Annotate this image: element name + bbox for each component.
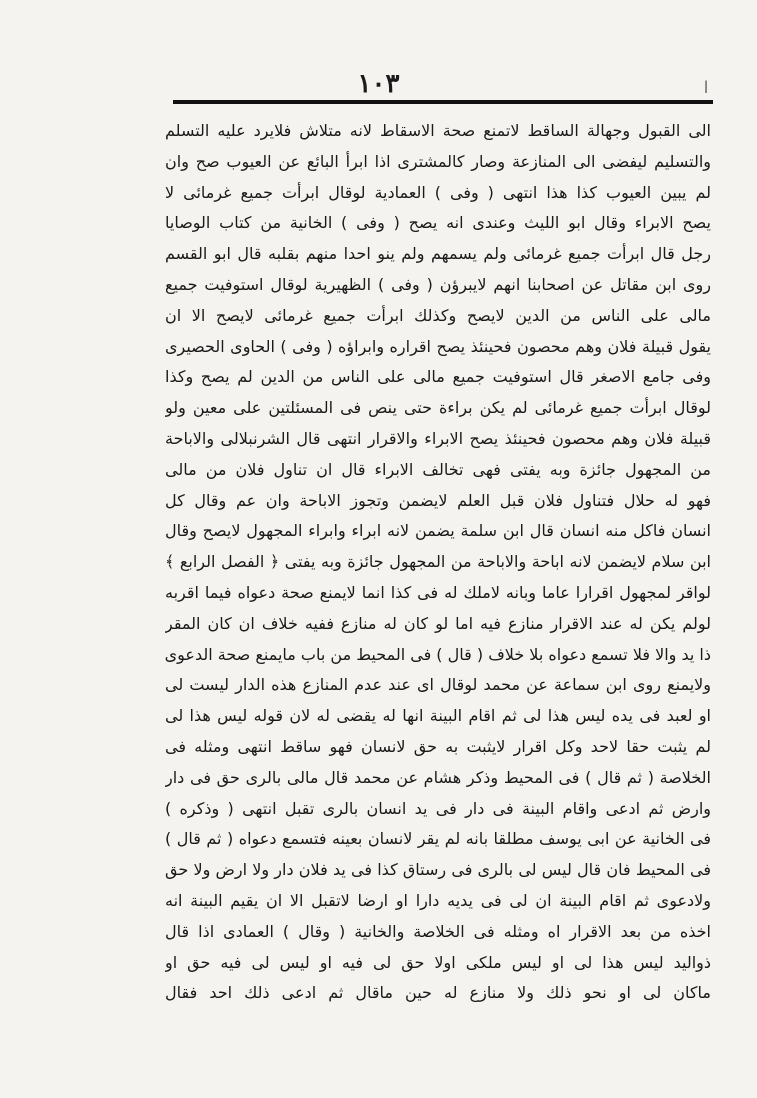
text-line: لم يثبت حقا لاحد وكل اقرار لايثبت به حق لانسان فهو ساقط انتهى ومثله فى — [165, 736, 711, 756]
text-line: ذواليد ليس هذا لى او ليس ملكى اولا حق لى فيه او ليس لى فيه حق او — [165, 952, 711, 972]
text-line: مالى على الناس من الدين لايصح وكذلك ابرأت جميع غرمائى لايصح الا ان — [165, 305, 711, 325]
header-rule — [173, 100, 713, 104]
text-line: فهو له حلال فتناول فلان قبل العلم لايضمن وتجوز الاباحة وان عم وقال كل — [165, 490, 711, 510]
text-line: الخلاصة ( ثم قال ) فى المحيط وذكر هشام عن محمد قال مالى بالرى حق فى دار — [165, 767, 711, 787]
text-line: اخذه من بعد الاقرار اه ومثله فى الخلاصة والخانية ( وقال ) العمادى اذا قال — [165, 921, 711, 941]
text-line: ولايمنع روى ابن سماعة عن محمد لوقال اى عند عدم المنازع هذه الدار ليست لى — [165, 675, 711, 695]
text-line: وفى جامع الاصغر قال استوفيت جميع مالى على الناس من الدين لم يصح وكذا — [165, 367, 711, 387]
text-line: ولادعوى ثم اقام البينة ان لى فى يديه دارا او ارضا لاتقبل الا ان يقيم البينة انه — [165, 890, 711, 910]
text-line: يصح الابراء وقال ابو الليث وعندى انه يصح ( وفى ) الخانية من كتاب الوصايا — [165, 213, 711, 233]
section-heading-line: ابن سلام لايضمن لانه اباحة والاباحة من المجهول جائزة وبه يفتى ﴿ الفصل الرابع ﴾ — [165, 552, 711, 572]
page-number: ١٠٣ — [357, 69, 400, 99]
text-line: من المجهول جائزة وبه يفتى فهى تخالف الابراء قال ان تناول فلان من مالى — [165, 459, 711, 479]
text-line: ماكان لى او نحو ذلك ولا منازع له حين ماقال ثم ادعى ذلك احد فقال — [165, 983, 711, 1003]
text-line: فى المحيط فان قال ليس لى بالرى فى رستاق كذا فى يد فلان دار ولا ارض ولا حق — [165, 860, 711, 880]
text-line: فى الخانية عن ابى يوسف مطلقا بانه لم يقر لانسان بعينه فتسمع دعواه ( ثم قال ) — [165, 829, 711, 849]
text-line: لم يبين العيوب كذا هذا انتهى ( وفى ) العمادية لوقال ابرأت جميع غرمائى لا — [165, 182, 711, 202]
text-line: لواقر لمجهول اقرارا عاما وبانه لاملك له فى كذا انما لايمنع صحة دعواه فيما اقربه — [165, 582, 711, 602]
text-line: ذا يد والا فلا تسمع دعواه بلا خلاف ( قال ) فى المحيط من باب مايمنع صحة الدعوى — [165, 644, 711, 664]
text-line: والتسليم ليفضى الى المنازعة وصار كالمشترى اذا ابرأ البائع عن العيوب صح وان — [165, 151, 711, 171]
text-line: انسان فاكل منه انسان قال ابن سلمة يضمن لانه ابراء وابراء المجهول لايصح وقال — [165, 521, 711, 541]
body-text — [165, 116, 711, 1009]
text-line: يقول قبيلة فلان وهم محصون فحينئذ يصح اقراره وابراؤه ( وفى ) الحاوى الحصيرى — [165, 336, 711, 356]
text-line: رجل قال ابرأت جميع غرمائى ولم يسمهم ولم ينو احدا منهم بقلبه قال ابو القسم — [165, 244, 711, 264]
text-line: روى ابن مقاتل عن اصحابنا انهم لايبرؤن ( وفى ) الظهيرية لوقال استوفيت جميع — [165, 274, 711, 294]
text-line: لوقال ابرأت جميع غرمائى لم يكن براءة حتى ينص فى المسئلتين على معين ولو — [165, 398, 711, 418]
text-line: او لعبد فى يده ليس هذا لى ثم اقام البينة انها له يقضى له لان قوله ليس هذا لى — [165, 706, 711, 726]
text-line: الى القبول وجهالة الساقط لاتمنع صحة الاسقاط لانه متلاش فلايرد عليه التسلم — [165, 121, 711, 140]
margin-mark: | — [704, 79, 709, 93]
text-line: وارض ثم ادعى واقام البينة فى دار فى يد انسان بالرى تقبل انتهى ( وذكره ) — [165, 798, 711, 818]
text-line: قبيلة فلان وهم محصون فحينئذ يصح الابراء والاقرار انتهى قال الشرنبلالى والاباحة — [165, 428, 711, 448]
text-line: لولم يكن له عند الاقرار منازع فيه اما لو كان له منازع ففيه خلاف ان كان المقر — [165, 613, 711, 633]
